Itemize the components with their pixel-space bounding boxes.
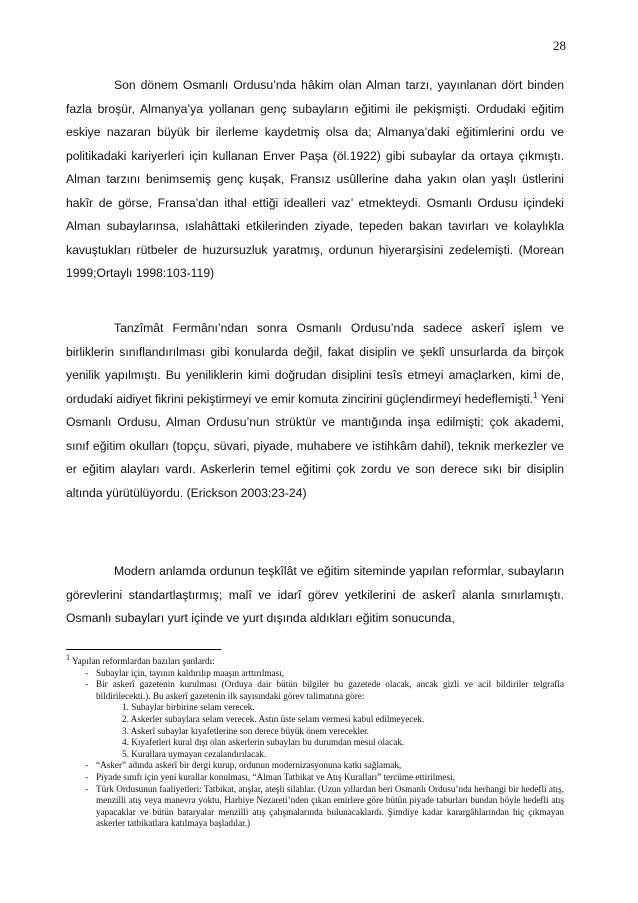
footnote-sub-item: 5. Kurallara uymayan cezalandırılacak. <box>122 748 267 759</box>
list-dash: - <box>85 667 89 678</box>
paragraph-german-influence: Son dönem Osmanlı Ordusu’nda hâkim olan Alman tarzı, yayınlanan dört binden fazla broşür, Almanya’ya yollanan genç subayların eğitimi ile pekişmişti. Ordudaki eğitim eskiye nazaran büyük bir ilerleme kaydetmiş olsa da; Almanya’daki eğitimlerini ordu ve politikadaki kariyerleri için kullanan Enver Paşa (öl.1922) gibi subaylar da ortaya çıkmıştı. Alman tarzını benimsemiş genç kuşak, Fransız usûllerine daha yakın olan yaşlı üstlerini hakîr de görse, Fransa’dan ithal ettiği idealleri vaz’ etmekteydi. Osmanlı Ordusu içindeki Alman subaylarınsa, ıslahâttaki etkilerinden ziyade, tepeden bakan tavırları ve kolaylıkla kavuştukları rütbeler de huzursuzluk yaratmış, ordunun hiyerarşisini zedelemişti. (Morean 1999;Ortaylı 1998:103-119) <box>66 78 564 280</box>
paragraph-modern-reforms: Modern anlamda ordunun teşkîlât ve eğitim siteminde yapılan reformlar, subayların görevlerini standartlaştırmış; malî ve idarî görev yetkilerini de askerî alanla sınırlamıştı. Osmanlı subayları yurt içinde ve yurt dışında aldıkları eğitim sonucunda, <box>66 564 564 625</box>
footnote-item <box>66 760 564 772</box>
footnote-list <box>66 668 564 830</box>
footnote-item-text: “Asker” adında askerî bir dergi kurup, ordunun modernizasyonuna katkı sağlamak, <box>96 760 402 771</box>
footnote-sub-item: 3. Askerî subaylar kıyafetlerine son derece büyük önem verecekler. <box>122 725 369 736</box>
footnote-intro-text: Yapılan reformlardan bazıları şunlardı: <box>71 656 215 666</box>
list-dash: - <box>85 771 89 782</box>
page-number: 28 <box>553 38 566 53</box>
footnote-item-text: Türk Ordusunun faaliyetleri: Tatbikat, atışlar, ateşli silahlar. (Uzun yıllardan beri Osmanlı Ordusu’nda herhangi bir hedefli atış, menzilli atış veya manevra yoktu, Harbiye Nezareti’nden çıkan emirlere göre bütün piyade taburları bundan böyle hedefli atış yapacaklar ve bütün bataryalar menzilli atış çalışmalarında bulunacaklardı. Şimdiye kadar karargâhlarından hiç çıkmayan askerler tatbikatlara katılmaya başladılar.) <box>96 783 564 829</box>
footnote-intro <box>66 652 564 668</box>
footnote-sub-item: 1. Subaylar birbirine selam verecek. <box>122 702 255 713</box>
footnote-sub-item: 2. Askerler subaylara selam verecek. Astın üste selam vermesi kabul edilmeyecek. <box>122 713 425 724</box>
list-dash: - <box>85 679 89 690</box>
paragraph-text-part: Yeni Osmanlı Ordusu, Alman Ordusu’nun strüktür ve mantığında inşa edilmişti; çok akademi, sınıf eğitim okulları (topçu, süvari, piyade, muhabere ve istihkâm dahil), teknik merkezler ve er eğitim alayları vardı. Askerlerin temel eğitimi çok zordu ve son derece sıkı bir disiplin altında yürütülüyordu. (Erickson 2003:23-24) <box>66 391 564 500</box>
footnote-item <box>66 784 564 830</box>
footnote-sub-item: 4. Kıyafetleri kural dışı olan askerlerin subayları bu durumdan mesul olacak. <box>122 737 405 748</box>
footnote-item-text: Piyade sınıfı için yeni kurallar konulması, “Alman Tatbikat ve Atış Kuralları” tercüme ettirilmesi, <box>96 771 455 782</box>
list-dash: - <box>85 783 89 794</box>
list-dash: - <box>85 760 89 771</box>
paragraph-tanzimat-reforms <box>66 317 564 505</box>
footnote-item <box>66 772 564 784</box>
footnote-item <box>66 668 564 680</box>
footnote-reference[interactable]: 1 <box>532 390 538 400</box>
footnotes <box>66 652 564 830</box>
paragraph-text-part: Tanzîmât Fermânı’ndan sonra Osmanlı Ordusu’nda sadece askerî işlem ve birliklerin sınıflandırılması gibi konularda değil, fakat disiplin ve şeklî unsurlarda da birçok yenilik yapılmıştı. Bu yeniliklerin kimi doğrudan disiplini tesîs etmeyi amaçlarken, kimi de, ordudaki aidiyet fikrini pekiştirmeyi ve emir komuta zincirini güçlendirmeyi hedeflemişti. <box>66 321 564 406</box>
footnote-sub-list <box>96 702 564 760</box>
footnote-mark: 1 <box>66 652 70 662</box>
footnote-item-text: Subaylar için, tayının kaldırılıp maaşın arttırılması, <box>96 667 285 678</box>
footnote-item-text: Bir askerî gazetenin kurulması (Orduya dair bütün bilgiler bu gazetede olacak, ancak gizli ve acil bildiriler telgrafla bildirilecekti.). Bu askerî gazetenin ilk sayısındaki görev talimatına göre: <box>96 679 564 701</box>
footnote-item <box>66 679 564 760</box>
footnote-separator <box>66 649 221 650</box>
